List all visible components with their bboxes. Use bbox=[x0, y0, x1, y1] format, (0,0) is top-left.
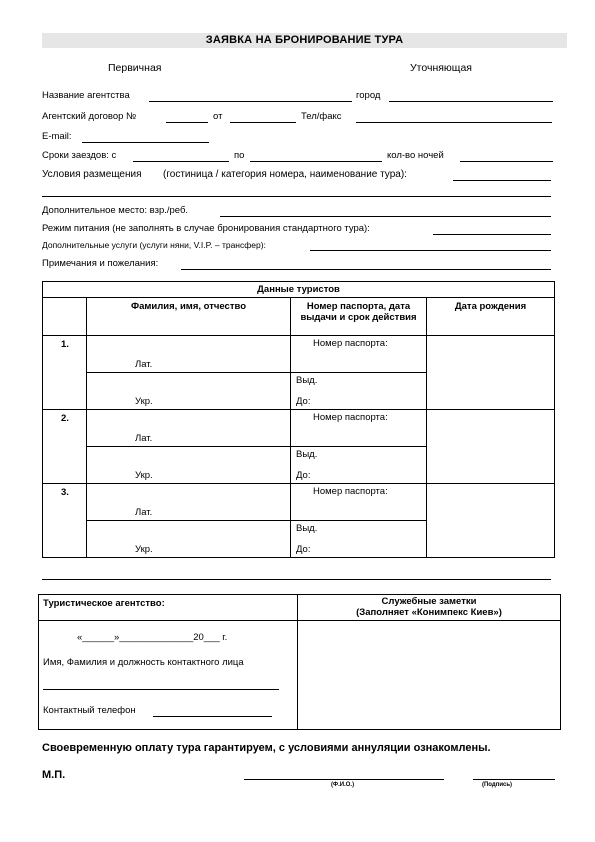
accommodation-hint: (гостиница / категория номера, наименование тура): bbox=[163, 169, 407, 180]
contact-phone-label: Контактный телефон bbox=[43, 705, 136, 716]
tourist-number: 1. bbox=[43, 336, 87, 410]
tourist-name-lat[interactable] bbox=[87, 336, 291, 373]
until-label: До: bbox=[296, 544, 311, 555]
header-name: Фамилия, имя, отчество bbox=[87, 298, 291, 336]
contract-date-field[interactable] bbox=[230, 122, 296, 123]
dates-to-label: по bbox=[234, 150, 245, 161]
header-birth-date: Дата рождения bbox=[427, 298, 555, 336]
birth-date-cell[interactable] bbox=[427, 410, 555, 484]
tourists-table bbox=[42, 281, 555, 558]
tourists-table-title: Данные туристов bbox=[43, 282, 555, 298]
signature-caption: (Подпись) bbox=[482, 782, 513, 788]
passport-number-label: Номер паспорта: bbox=[313, 338, 388, 349]
email-label: E-mail: bbox=[42, 131, 72, 142]
date-line[interactable]: «______»______________20___ г. bbox=[77, 632, 228, 643]
passport-number-label: Номер паспорта: bbox=[313, 412, 388, 423]
option-update[interactable]: Уточняющая bbox=[410, 62, 472, 74]
agency-title: Туристическое агентство: bbox=[39, 595, 298, 621]
meals-field[interactable] bbox=[433, 234, 551, 235]
service-notes-subtitle: (Заполняет «Конимпекс Киев») bbox=[356, 607, 502, 618]
until-label: До: bbox=[296, 470, 311, 481]
extra-bed-field[interactable] bbox=[220, 216, 551, 217]
option-primary[interactable]: Первичная bbox=[108, 62, 162, 74]
lat-label: Лат. bbox=[135, 359, 153, 370]
issued-label: Выд. bbox=[296, 523, 318, 534]
passport-dates-cell[interactable] bbox=[291, 373, 427, 410]
tourist-name-lat[interactable] bbox=[87, 410, 291, 447]
service-notes-header bbox=[298, 595, 561, 621]
tourist-name-ukr[interactable] bbox=[87, 447, 291, 484]
nights-field[interactable] bbox=[460, 161, 553, 162]
notes-label: Примечания и пожелания: bbox=[42, 258, 159, 269]
fio-signature-line[interactable] bbox=[244, 779, 444, 780]
nights-label: кол-во ночей bbox=[387, 150, 444, 161]
phone-fax-field[interactable] bbox=[356, 122, 552, 123]
separator-line bbox=[42, 579, 551, 580]
accommodation-label: Условия размещения bbox=[42, 169, 142, 180]
ukr-label: Укр. bbox=[135, 470, 153, 481]
header-passport: Номер паспорта, дата выдачи и срок действия bbox=[291, 298, 427, 336]
passport-number-cell[interactable] bbox=[291, 410, 427, 447]
date-to-field[interactable] bbox=[250, 161, 382, 162]
lat-label: Лат. bbox=[135, 433, 153, 444]
contact-person-label: Имя, Фамилия и должность контактного лица bbox=[43, 657, 244, 668]
contact-person-field[interactable] bbox=[43, 689, 279, 690]
tourist-name-lat[interactable] bbox=[87, 484, 291, 521]
contract-number-field[interactable] bbox=[166, 122, 208, 123]
service-notes-title: Служебные заметки bbox=[381, 596, 477, 607]
agency-name-field[interactable] bbox=[149, 101, 352, 102]
phone-fax-label: Тел/факс bbox=[301, 111, 342, 122]
meals-label: Режим питания (не заполнять в случае бронирования стандартного тура): bbox=[42, 223, 370, 234]
passport-dates-cell[interactable] bbox=[291, 521, 427, 558]
issued-label: Выд. bbox=[296, 449, 318, 460]
ukr-label: Укр. bbox=[135, 544, 153, 555]
passport-number-cell[interactable] bbox=[291, 484, 427, 521]
dates-label: Сроки заездов: с bbox=[42, 150, 117, 161]
birth-date-cell[interactable] bbox=[427, 336, 555, 410]
fio-caption: (Ф.И.О.) bbox=[331, 782, 355, 788]
contact-phone-field[interactable] bbox=[153, 716, 272, 717]
contract-from-label: от bbox=[213, 111, 223, 122]
issued-label: Выд. bbox=[296, 375, 318, 386]
date-from-field[interactable] bbox=[133, 161, 229, 162]
extra-services-label: Дополнительные услуги (услуги няни, V.I.P. – трансфер): bbox=[42, 240, 266, 250]
stamp-label: М.П. bbox=[42, 769, 66, 781]
until-label: До: bbox=[296, 396, 311, 407]
passport-number-cell[interactable] bbox=[291, 336, 427, 373]
extra-bed-label: Дополнительное место: взр./реб. bbox=[42, 205, 189, 216]
tourist-name-ukr[interactable] bbox=[87, 521, 291, 558]
birth-date-cell[interactable] bbox=[427, 484, 555, 558]
header-num-cell bbox=[43, 298, 87, 336]
page-title: ЗАЯВКА НА БРОНИРОВАНИЕ ТУРА bbox=[205, 34, 404, 46]
city-label: город bbox=[356, 90, 381, 101]
accommodation-field-line2[interactable] bbox=[42, 196, 551, 197]
tourist-number: 3. bbox=[43, 484, 87, 558]
agency-table bbox=[38, 594, 561, 730]
passport-dates-cell[interactable] bbox=[291, 447, 427, 484]
signature-line[interactable] bbox=[473, 779, 555, 780]
agency-name-label: Название агентства bbox=[42, 90, 130, 101]
notes-field[interactable] bbox=[181, 269, 551, 270]
extra-services-field[interactable] bbox=[310, 250, 551, 251]
tourist-name-ukr[interactable] bbox=[87, 373, 291, 410]
contract-label: Агентский договор № bbox=[42, 111, 137, 122]
tourist-number: 2. bbox=[43, 410, 87, 484]
city-field[interactable] bbox=[389, 101, 553, 102]
email-field[interactable] bbox=[82, 142, 209, 143]
lat-label: Лат. bbox=[135, 507, 153, 518]
agency-details-cell bbox=[39, 621, 298, 730]
passport-number-label: Номер паспорта: bbox=[313, 486, 388, 497]
accommodation-field[interactable] bbox=[453, 180, 551, 181]
guarantee-text: Своевременную оплату тура гарантируем, с условиями аннуляции ознакомлены. bbox=[42, 742, 491, 754]
ukr-label: Укр. bbox=[135, 396, 153, 407]
service-notes-cell[interactable] bbox=[298, 621, 561, 730]
